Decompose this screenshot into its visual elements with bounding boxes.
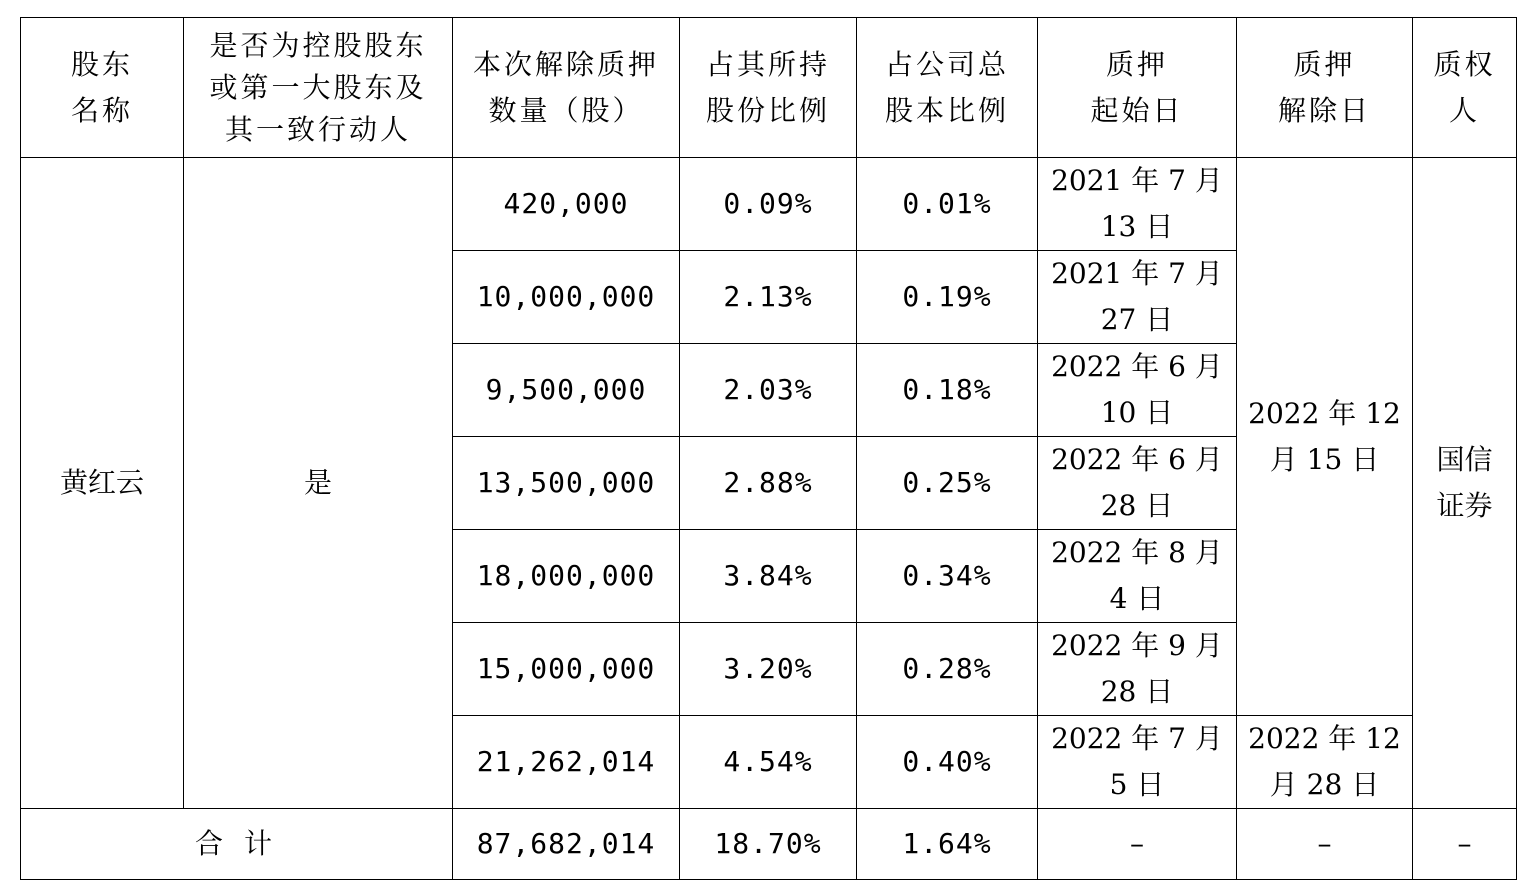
pct-total-cell: 0.01% <box>857 158 1038 251</box>
pledgee-cell: 国信 证券 <box>1413 158 1517 809</box>
pct-held-cell: 2.88% <box>680 437 857 530</box>
start-date-cell: 2022 年 6 月 28 日 <box>1038 437 1237 530</box>
shares-cell: 18,000,000 <box>453 530 680 623</box>
header-start-date: 质押 起始日 <box>1038 18 1237 158</box>
start-date-cell: 2022 年 7 月 5 日 <box>1038 716 1237 809</box>
table-row <box>21 158 1517 251</box>
pct-total-cell: 0.28% <box>857 623 1038 716</box>
shares-cell: 13,500,000 <box>453 437 680 530</box>
pct-held-cell: 0.09% <box>680 158 857 251</box>
release-date-cell: 2022 年 12 月 15 日 <box>1237 158 1413 716</box>
pct-total-cell: 0.40% <box>857 716 1038 809</box>
total-pct-held: 18.70% <box>680 809 857 880</box>
pct-total-cell: 0.19% <box>857 251 1038 344</box>
header-shareholder: 股东 名称 <box>21 18 184 158</box>
shares-cell: 15,000,000 <box>453 623 680 716</box>
header-pct-total: 占公司总 股本比例 <box>857 18 1038 158</box>
shares-cell: 21,262,014 <box>453 716 680 809</box>
shares-cell: 10,000,000 <box>453 251 680 344</box>
controlling-flag-cell: 是 <box>184 158 453 809</box>
release-date-cell: 2022 年 12 月 28 日 <box>1237 716 1413 809</box>
pct-total-cell: 0.18% <box>857 344 1038 437</box>
header-row <box>21 18 1517 158</box>
total-row <box>21 809 1517 880</box>
pledge-release-table <box>20 17 1517 880</box>
total-pledgee: – <box>1413 809 1517 880</box>
pct-held-cell: 4.54% <box>680 716 857 809</box>
pct-held-cell: 3.84% <box>680 530 857 623</box>
start-date-cell: 2021 年 7 月 27 日 <box>1038 251 1237 344</box>
pct-total-cell: 0.25% <box>857 437 1038 530</box>
start-date-cell: 2022 年 6 月 10 日 <box>1038 344 1237 437</box>
header-controlling: 是否为控股股东 或第一大股东及 其一致行动人 <box>184 18 453 158</box>
total-release-date: – <box>1237 809 1413 880</box>
pct-held-cell: 2.03% <box>680 344 857 437</box>
start-date-cell: 2021 年 7 月 13 日 <box>1038 158 1237 251</box>
total-shares: 87,682,014 <box>453 809 680 880</box>
shares-cell: 9,500,000 <box>453 344 680 437</box>
total-start-date: – <box>1038 809 1237 880</box>
header-released-shares: 本次解除质押 数量（股） <box>453 18 680 158</box>
header-pct-held: 占其所持 股份比例 <box>680 18 857 158</box>
header-release-date: 质押 解除日 <box>1237 18 1413 158</box>
pct-held-cell: 2.13% <box>680 251 857 344</box>
total-label: 合 计 <box>21 809 453 880</box>
header-pledgee: 质权 人 <box>1413 18 1517 158</box>
start-date-cell: 2022 年 8 月 4 日 <box>1038 530 1237 623</box>
pct-total-cell: 0.34% <box>857 530 1038 623</box>
shareholder-name-cell: 黄红云 <box>21 158 184 809</box>
shares-cell: 420,000 <box>453 158 680 251</box>
total-pct-total: 1.64% <box>857 809 1038 880</box>
start-date-cell: 2022 年 9 月 28 日 <box>1038 623 1237 716</box>
pct-held-cell: 3.20% <box>680 623 857 716</box>
